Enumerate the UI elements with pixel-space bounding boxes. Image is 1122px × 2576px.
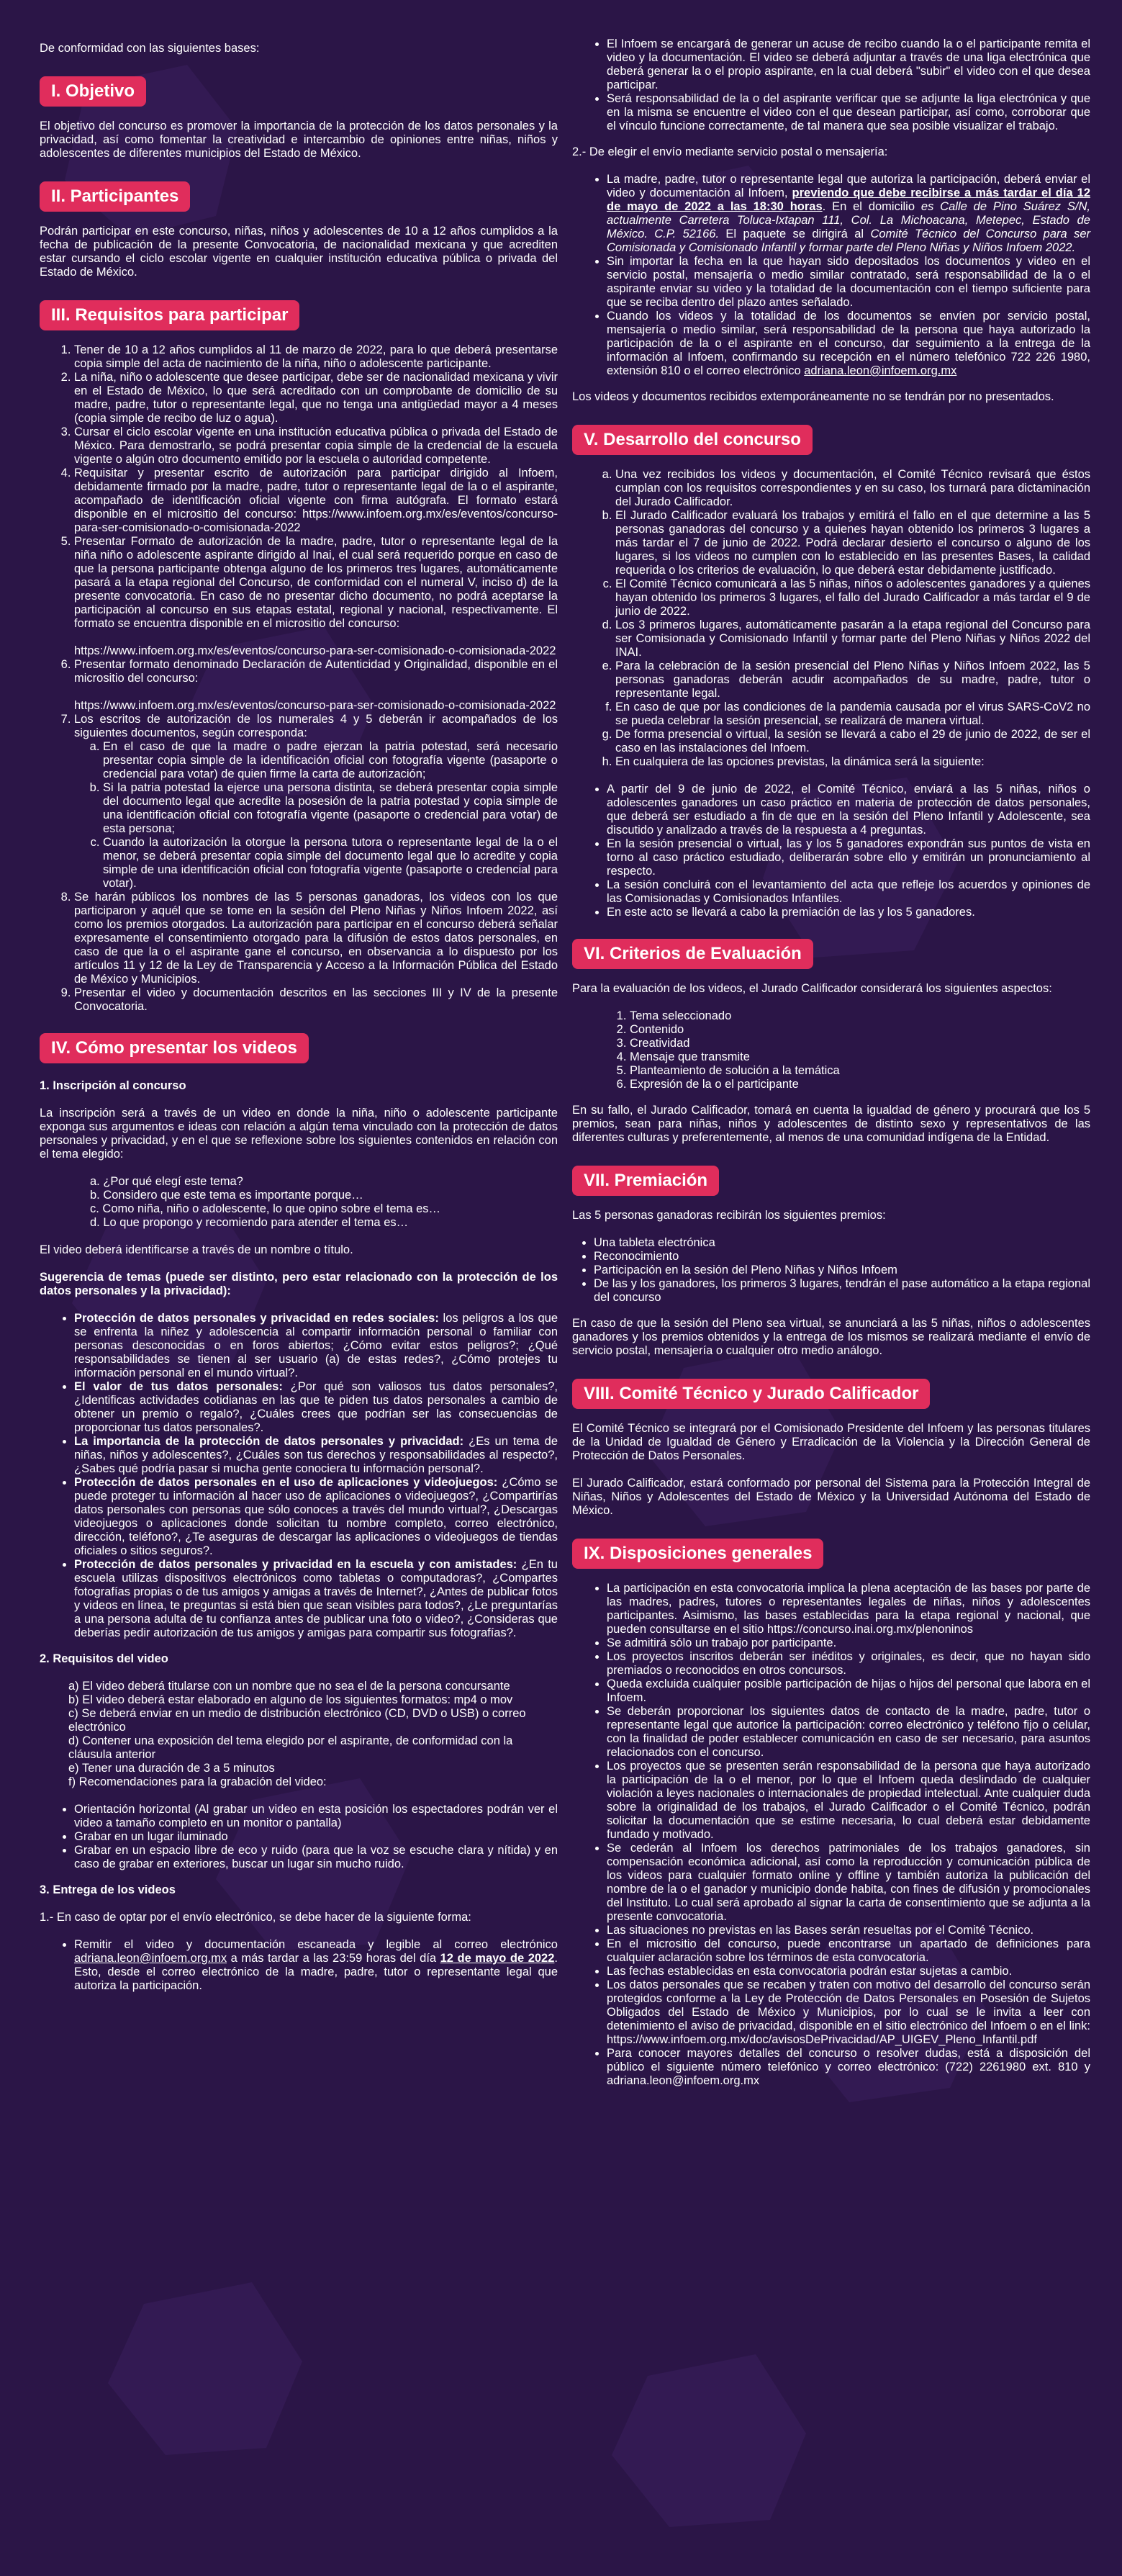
topic-text: ¿En tu escuela utilizas dispositivos electrónicos como tabletas o computadoras?, ¿Compartes fotografías propias o de tus amigos y amigas a través de Internet?, ¿Antes de publicar fotos y videos en línea, te preguntas si está bien que sean visibles para todos?, ¿Le preguntarías a una persona adulta de tu confianza antes de publicar una foto o video?, ¿Consideras que deberías pedir autorización de tus amigos y amigas para compartir sus fotografías?. (74, 1558, 558, 1639)
envio-electronico-list (40, 1938, 558, 1993)
criterio-item: 3. Creatividad (630, 1037, 1090, 1050)
postal-committee: Comité Técnico del Concurso para ser Comisionada y Comisionado Infantil y formar parte del Pleno Niñas y Niños Infoem 2022. (607, 228, 1090, 254)
premiacion-virtual-text: En caso de que la sesión del Pleno sea virtual, se anunciará a las 5 niñas, niños o adolescentes ganadores y los premios obtenidos y la entrega de los mismos se realizará mediante el envío de servicio postal, mensajería o cualquier otro medio análogo. (572, 1317, 1090, 1357)
dinamica-list (572, 783, 1090, 919)
premios-list (572, 1236, 1090, 1305)
disposicion-item: • Los datos personales que se recaben y traten con motivo del desarrollo del concurso serán protegidos conforme a la Ley de Protección de Datos Personales en Posesión de Sujetos Obligados del Estado de México y Municipios, por lo cual se le invita a leer con detenimiento el aviso de privacidad, disponible en el sitio electrónico del Infoem o en el link: https://www.infoem.org.mx/doc/avisosDePrivacidad/AP_UIGEV_Pleno_Infantil.pdf (607, 1978, 1090, 2047)
disposicion-item: • En el micrositio del concurso, puede encontrarse un apartado de definiciones para cualquier aclaración sobre los términos de esta convocatoria. (607, 1937, 1090, 1965)
section-disposiciones-title: IX. Disposiciones generales (572, 1539, 823, 1569)
disposicion-item: • La participación en esta convocatoria implica la plena aceptación de las bases por parte de las madres, padres, tutores o representantes legales de niñas, niños y adolescentes participantes. Asimismo, las bases establecidas para la etapa regional y nacional, que pueden consultarse en el sitio https://concurso.inai.org.mx/plenoninos (607, 1582, 1090, 1636)
dinamica-item: • En este acto se llevará a cabo la premiación de las y los 5 ganadores. (607, 906, 1090, 919)
recommendation-item: • Grabar en un lugar iluminado (74, 1830, 558, 1844)
topics-list (40, 1312, 558, 1640)
envio-electronico-text: 1.- En caso de optar por el envío electrónico, se debe hacer de la siguiente forma: (40, 1911, 471, 1924)
acuse-item: • Será responsabilidad de la o del aspirante verificar que se adjunte la liga electrónica y que en la misma se encuentre el video con el que desean participar, así como, corroborar que el vínculo funcione correctamente, de tal manera que sea posible visualizar el trabajo. (607, 92, 1090, 133)
video-req-item: e) Tener una duración de 3 a 5 minutos (68, 1762, 275, 1775)
requisito-item: 8. Se harán públicos los nombres de las 5 personas ganadoras, los videos con los que participaron y aquél que se tome en la sesión del Pleno Niñas y Niños Infoem 2022, así como los premios otorgados. La autorización para participar en el concurso deberá señalar expresamente el consentimiento otorgado para la difusión de estos datos personales, en caso de que la o el aspirante gane el concurso, en observancia a lo dispuesto por los artículos 11 y 12 de la Ley de Transparencia y Acceso a la Información Pública del Estado de México y Municipios. (74, 891, 558, 986)
criterio-item: 4. Mensaje que transmite (630, 1050, 1090, 1064)
desarrollo-item: d. Los 3 primeros lugares, automáticamente pasarán a la etapa regional del Concurso para ser Comisionada y Comisionado Infantil y formar parte del Pleno Niñas y Niños 2022 del INAI. (615, 618, 1090, 659)
criterios-text: Para la evaluación de los videos, el Jurado Calificador considerará los siguientes aspectos: (572, 982, 1052, 995)
desarrollo-item: g. De forma presencial o virtual, la sesión se llevará a cabo el 29 de junio de 2022, de ser el caso en las instalaciones del Infoem. (615, 728, 1090, 755)
topic-title: Protección de datos personales y privacidad en la escuela y con amistades: (74, 1558, 517, 1571)
topic-item (74, 1476, 558, 1558)
postal-text: . En el domicilio (822, 200, 921, 213)
criterio-item: 6. Expresión de la o el participante (630, 1078, 1090, 1091)
criterio-item: 5. Planteamiento de solución a la temática (630, 1064, 1090, 1078)
postal-text: Cuando los videos y la totalidad de los documentos se envíen por servicio postal, mensajería o medio similar, será responsabilidad de la persona que haya autorizado la participación de la o el aspirante en el concurso, dar seguimiento a la entrega de la información al Infoem, confirmando su recepción en el número telefónico 722 226 1980, extensión 810 o el correo electrónico (607, 310, 1090, 377)
video-req-item: a) El video deberá titularse con un nombre que no sea el de la persona concursante (68, 1680, 510, 1693)
email-link[interactable]: adriana.leon@infoem.org.mx (74, 1952, 227, 1965)
premiacion-text: Las 5 personas ganadoras recibirán los siguientes premios: (572, 1209, 886, 1222)
disposicion-item: • Las fechas establecidas en esta convocatoria podrán estar sujetas a cambio. (607, 1965, 1090, 1978)
intro-text: De conformidad con las siguientes bases: (40, 42, 260, 55)
requisito-7-subitem: b. Si la patria potestad la ejerce una persona distinta, se deberá presentar copia simple del documento legal que acredite la posesión de la patria potestad y copia simple de una identificación oficial con fotografía vigente (pasaporte o credencial para votar) de esta persona; (103, 781, 558, 836)
recommendation-item: • Orientación horizontal (Al grabar un video en esta posición los espectadores podrán ver el video a tamaño completo en un monitor o pantalla) (74, 1803, 558, 1830)
postal-address: es Calle de Pino Suárez S/N, actualmente Carretera Toluca-Ixtapan 111, Col. La Michoacana, Metepec, Estado de México. C.P. 52166. (607, 200, 1090, 240)
postal-deadline: previendo que debe recibirse a más tardar el día 12 de mayo de 2022 a las 18:30 horas (607, 186, 1090, 213)
requisito-7-subitem: c. Cuando la autorización la otorgue la persona tutora o representante legal de la o el menor, se deberá presentar copia simple del documento legal que lo acredite y copia simple de una identificación oficial con fotografía vigente (pasaporte o credencial para votar). (103, 836, 558, 891)
premio-item: • Una tableta electrónica (594, 1236, 1090, 1250)
section-desarrollo-title: V. Desarrollo del concurso (572, 425, 813, 455)
criterios-list (572, 1009, 1090, 1091)
comite-text: El Comité Técnico se integrará por el Comisionado Presidente del Infoem y las personas titulares de la Unidad de Igualdad de Género y Erradicación de la Violencia y la Dirección General de Protección de Datos Personales. (572, 1422, 1090, 1462)
recommendation-item: • Grabar en un espacio libre de eco y ruido (para que la voz se escuche clara y nítida) y en caso de grabar en exteriores, buscar un lugar sin mucho ruido. (74, 1844, 558, 1871)
requisitos-list (40, 343, 558, 1014)
left-column (40, 42, 558, 2005)
desarrollo-item: b. El Jurado Calificador evaluará los trabajos y emitirá el fallo en el que determine a las 5 personas ganadoras del concurso y a quienes hayan obtenido los primeros 3 lugares a más tardar el 7 de junio de 2022. Podrá declarar desierto el concurso o alguno de los lugares, si los videos no cumplen con lo establecido en las presentes Bases, la calidad requerida o los criterios de evaluación, lo que deberá estar debidamente justificado. (615, 509, 1090, 577)
email-link[interactable]: adriana.leon@infoem.org.mx (804, 364, 957, 377)
deadline-date: 12 de mayo de 2022 (440, 1952, 555, 1965)
requisito-item: 6. Presentar formato denominado Declaración de Autenticidad y Originalidad, disponible en el micrositio del concurso: https://www.infoem.org.mx/es/eventos/concurso-para-ser-comisionado-o-comisionada-2022 (74, 658, 558, 713)
question-item: b. Considero que este tema es importante porque… (90, 1189, 363, 1202)
video-req-item: d) Contener una exposición del tema elegido por el aspirante, de conformidad con la cláusula anterior (68, 1734, 513, 1761)
disposicion-item: • Las situaciones no previstas en las Bases serán resueltas por el Comité Técnico. (607, 1924, 1090, 1937)
acuse-list (572, 37, 1090, 133)
questions-list (40, 1175, 558, 1230)
disposicion-item: • Los proyectos que se presenten serán responsabilidad de la persona que haya autorizado la participación de la o el menor, por lo que el Infoem queda deslindado de cualquier violación a leyes nacionales o internacionales de propiedad intelectual. Ante cualquier duda sobre la originalidad de los trabajos, el Jurado Calificador o el Comité Técnico, podrán solicitar la documentación que se estime necesaria, lo cual deberá estar debidamente fundado y motivado. (607, 1760, 1090, 1842)
desarrollo-item: a. Una vez recibidos los videos y documentación, el Comité Técnico revisará que éstos cumplan con los requisitos correspondientes y en su caso, los turnará para dictaminación del Jurado Calificador. (615, 468, 1090, 509)
disposicion-item: • Queda excluida cualquier posible participación de hijas o hijos del personal que labora en el Infoem. (607, 1677, 1090, 1705)
requisito-7-subitem: a. En el caso de que la madre o padre ejerzan la patria potestad, será necesario presentar copia simple de la identificación oficial con fotografía vigente (pasaporte o credencial para votar) de quien firme la carta de autorización; (103, 740, 558, 781)
topic-title: El valor de tus datos personales: (74, 1380, 283, 1393)
premio-item: • De las y los ganadores, los primeros 3 lugares, tendrán el pase automático a la etapa regional del concurso (594, 1277, 1090, 1305)
video-req-item: c) Se deberá enviar en un medio de distribución electrónico (CD, DVD o USB) o correo electrónico (68, 1707, 526, 1734)
video-req-item: f) Recomendaciones para la grabación del video: (68, 1775, 327, 1788)
extemporaneos-text: Los videos y documentos recibidos extemporáneamente no se tendrán por no presentados. (572, 390, 1054, 403)
requisito-item: 4. Requisitar y presentar escrito de autorización para participar dirigido al Infoem, debidamente firmado por la madre, padre, tutor o representante legal de la o el aspirante, acompañado de identificación oficial vigente con firma autógrafa. El formato estará disponible en el micrositio del concurso: https://www.infoem.org.mx/es/eventos/concurso-para-ser-comisionado-o-comisionada-2022 (74, 467, 558, 535)
question-item: d. Lo que propongo y recomiendo para atender el tema es… (90, 1216, 409, 1229)
desarrollo-item: c. El Comité Técnico comunicará a las 5 niñas, niños o adolescentes ganadores y a quienes hayan obtenido los primeros 3 lugares, el fallo del Jurado Calificador a más tardar el 9 de junio de 2022. (615, 577, 1090, 618)
requisito-item (74, 713, 558, 891)
criterio-item: 2. Contenido (630, 1023, 1090, 1037)
topic-text: ¿Por qué son valiosos tus datos personales?, ¿Identificas actividades cotidianas en las que te piden tus datos personales a cambio de obtener un premio o regalo?, ¿Cuáles crees que podrían ser las consecuencias de proporcionar tus datos personales?. (74, 1380, 558, 1434)
topic-text: ¿Es un tema de niñas, niños y adolescentes?, ¿Cuáles son tus derechos y responsabilidades al respecto?, ¿Sabes qué podría pasar si mucha gente conociera tu información personal?. (74, 1435, 558, 1475)
envio-text: a más tardar a las 23:59 horas del día (227, 1952, 440, 1965)
topic-item (74, 1380, 558, 1435)
sugerencia-text: Sugerencia de temas (puede ser distinto, pero estar relacionado con la protección de los datos personales y la privacidad): (40, 1271, 558, 1297)
requisito-item: 2. La niña, niño o adolescente que desee participar, debe ser de nacionalidad mexicana y vivir en el Estado de México, lo que será acreditado con un comprobante de domicilio de su madre, padre, tutor o representante legal, que no tenga una antigüedad mayor a 4 meses (copia simple de recibo de luz o agua). (74, 371, 558, 425)
topic-item (74, 1312, 558, 1380)
envio-postal-item: • Sin importar la fecha en la que hayan sido depositados los documentos y video en el servicio postal, mensajería o medio similar contratado, será responsabilidad de la o el aspirante enviar su video y la totalidad de la documentación con el tiempo suficiente para que se reciba dentro del plazo antes señalado. (607, 255, 1090, 310)
acuse-item: • El Infoem se encargará de generar un acuse de recibo cuando la o el participante remita el video y la documentación. El video se deberá adjuntar a través de una liga electrónica que deberá generar la o el propio aspirante, en la cual deberá "subir" el video con el que desea participar. (607, 37, 1090, 92)
premio-item: • Reconocimiento (594, 1250, 1090, 1264)
participantes-text: Podrán participar en este concurso, niñas, niños y adolescentes de 10 a 12 años cumplidos a la fecha de publicación de la presente Convocatoria, de nacionalidad mexicana y que acrediten estar cursando el ciclo escolar vigente en cualquier institución educativa pública o privada del Estado de México. (40, 225, 558, 279)
premio-item: • Participación en la sesión del Pleno Niñas y Niños Infoem (594, 1264, 1090, 1277)
section-videos-title: IV. Cómo presentar los videos (40, 1033, 309, 1063)
requisitos-video-heading: 2. Requisitos del video (40, 1652, 168, 1665)
entrega-heading: 3. Entrega de los videos (40, 1883, 176, 1896)
disposicion-item: • Los proyectos inscritos deberán ser inéditos y originales, es decir, que no hayan sido premiados o reconocidos en otros concursos. (607, 1650, 1090, 1677)
envio-postal-item (607, 310, 1090, 378)
envio-postal-list (572, 173, 1090, 378)
disposicion-item: • Para conocer mayores detalles del concurso o resolver dudas, está a disposición del público el siguiente número telefónico y correo electrónico: (722) 2261980 ext. 810 y adriana.leon@infoem.org.mx (607, 2047, 1090, 2088)
requisito-7-sublist (74, 740, 558, 891)
postal-text: El paquete se dirigirá al (719, 228, 871, 240)
topic-title: La importancia de la protección de datos personales y privacidad: (74, 1435, 464, 1448)
topic-item (74, 1558, 558, 1640)
topic-item (74, 1435, 558, 1476)
topic-title: Protección de datos personales y privacidad en redes sociales: (74, 1312, 439, 1325)
jurado-text: El Jurado Calificador, estará conformado por personal del Sistema para la Protección Integral de Niñas, Niños y Adolescentes del Estado de México y la Universidad Autónoma del Estado de México. (572, 1477, 1090, 1517)
desarrollo-item: e. Para la celebración de la sesión presencial del Pleno Niñas y Niños Infoem 2022, las 5 personas ganadoras deberán acudir acompañados de su madre, padre, tutor o representante legal. (615, 659, 1090, 701)
section-requisitos-title: III. Requisitos para participar (40, 300, 299, 330)
criterio-item: 1. Tema seleccionado (630, 1009, 1090, 1023)
section-criterios-title: VI. Criterios de Evaluación (572, 939, 813, 969)
desarrollo-item: f. En caso de que por las condiciones de la pandemia causada por el virus SARS-CoV2 no se pueda celebrar la sesión presencial, se realizará de manera virtual. (615, 701, 1090, 728)
desarrollo-list (572, 468, 1090, 769)
envio-postal-text: 2.- De elegir el envío mediante servicio postal o mensajería: (572, 145, 888, 158)
requisito-item: 1. Tener de 10 a 12 años cumplidos al 11 de marzo de 2022, para lo que deberá presentarse copia simple del acta de nacimiento de la niña, niño o adolescente participante. (74, 343, 558, 371)
video-req-item: b) El video deberá estar elaborado en alguno de los siguientes formatos: mp4 o mov (68, 1693, 513, 1706)
postal-text: La madre, padre, tutor o representante legal que autoriza la participación, deberá enviar el video y documentación al Infoem, (607, 173, 1090, 199)
requisito-item: 3. Cursar el ciclo escolar vigente en una institución educativa pública o privada del Estado de México. Para demostrarlo, se podrá presentar copia simple de la credencial de la escuela vigente o algún otro documento emitido por la escuela o autoridad competente. (74, 425, 558, 467)
requisito-item: 5. Presentar Formato de autorización de la madre, padre, tutor o representante legal de la niña niño o adolescente aspirante dirigido al Inai, el cual será requerido porque en caso de que la persona participante obtenga alguno de los primeros tres lugares, automáticamente pasará a la etapa regional del Concurso, de conformidad con el numeral V, inciso d) de la presente convocatoria. En caso de no presentar dicho documento, no podrá aceptarse la participación al concurso en sus etapas estatal, regional y nacional, respectivamente. El formato se encuentra disponible en el micrositio del concurso: https://www.infoem.org.mx/es/eventos/concurso-para-ser-comisionado-o-comisionada-2022 (74, 535, 558, 658)
dinamica-item: • La sesión concluirá con el levantamiento del acta que refleje los acuerdos y opiniones de las Comisionadas y Comisionados Infantiles. (607, 878, 1090, 906)
envio-electronico-item (74, 1938, 558, 1993)
section-comite-title: VIII. Comité Técnico y Jurado Calificador (572, 1379, 930, 1409)
disposicion-item: • Se cederán al Infoem los derechos patrimoniales de los trabajos ganadores, sin compensación económica adicional, así como la reproducción y comunicación pública de los videos para cualquier formato online y offline y también autoriza la publicación del nombre de la o el ganador y municipio donde habita, con fines de difusión y promocionales del Instituto. Lo cual será aprobado al signar la carta de consentimiento que se adjunta a la presente convocatoria. (607, 1842, 1090, 1924)
requisito-item: 9. Presentar el video y documentación descritos en las secciones III y IV de la presente Convocatoria. (74, 986, 558, 1014)
inscripcion-text: La inscripción será a través de un video en donde la niña, niño o adolescente participante exponga sus argumentos e ideas con relación a algún tema vinculado con la protección de datos personales y privacidad, y en el que se reflexione sobre los siguientes contenidos en relación con el tema elegido: (40, 1107, 558, 1161)
objetivo-text: El objetivo del concurso es promover la importancia de la protección de los datos personales y la privacidad, así como fomentar la creatividad e intercambio de opiniones entre niñas, niños y adolescentes de diferentes municipios del Estado de México. (40, 120, 558, 160)
disposiciones-list (572, 1582, 1090, 2088)
inscripcion-heading: 1. Inscripción al concurso (40, 1079, 186, 1092)
right-column (572, 37, 1090, 2100)
disposicion-item: • Se admitirá sólo un trabajo por participante. (607, 1636, 1090, 1650)
envio-text: Remitir el video y documentación escaneada y legible al correo electrónico (74, 1938, 558, 1951)
topic-text: los peligros a los que se enfrenta la niñez y adolescencia al compartir información personal o familiar con personas desconocidas o en foros abiertos; ¿Cómo evitar estos peligros?; ¿Qué responsabilidades se tienen al ser usuario (a) de estas redes?, ¿Cómo protejes tu información personal en el mundo virtual?. (74, 1312, 558, 1379)
envio-postal-item (607, 173, 1090, 255)
dinamica-item: • En la sesión presencial o virtual, las y los 5 ganadores expondrán sus puntos de vista en torno al caso práctico estudiado, deliberarán sobre ello y emitirán un pronunciamiento al respecto. (607, 837, 1090, 878)
dinamica-item: • A partir del 9 de junio de 2022, el Comité Técnico, enviará a las 5 niñas, niños o adolescentes ganadores un caso práctico en materia de protección de datos personales, que deberá ser estudiado a fin de que en la sesión del Pleno Infantil y Adolescente, sea discutido y analizado a través de la respuesta a 4 preguntas. (607, 783, 1090, 837)
fallo-text: En su fallo, el Jurado Calificador, tomará en cuenta la igualdad de género y procurará que los 5 premios, sean para niñas, niños y adolescentes de distinto sexo y representativos de las diferentes culturas y preferentemente, al menos de una comunidad indígena de la Entidad. (572, 1104, 1090, 1144)
recommendations-list (40, 1803, 558, 1871)
desarrollo-item: h. En cualquiera de las opciones previstas, la dinámica será la siguiente: (615, 755, 1090, 769)
section-premiacion-title: VII. Premiación (572, 1166, 719, 1196)
video-title-text: El video deberá identificarse a través de un nombre o título. (40, 1243, 353, 1256)
disposicion-item: • Se deberán proporcionar los siguientes datos de contacto de la madre, padre, tutor o representante legal que autorice la participación: correo electrónico y teléfono fijo o celular, con la finalidad de poder establecer comunicación en caso de ser necesario, para asuntos relacionados con el concurso. (607, 1705, 1090, 1760)
video-requirements (40, 1680, 558, 1789)
section-participantes-title: II. Participantes (40, 181, 190, 212)
topic-title: Protección de datos personales en el uso de aplicaciones y videojuegos: (74, 1476, 498, 1489)
question-item: a. ¿Por qué elegí este tema? (90, 1175, 243, 1188)
envio-text: . Esto, desde el correo electrónico de la madre, padre, tutor o representante legal que autoriza la participación. (74, 1952, 558, 1992)
section-objetivo-title: I. Objetivo (40, 76, 146, 107)
topic-text: ¿Cómo se puede proteger tu información al hacer uso de aplicaciones o videojuegos?, ¿Compartirías datos personales con personas que sólo conoces a través del mundo virtual?, ¿Descargas videojuegos o aplicaciones donde solicitan tu nombre completo, correo electrónico, dirección, teléfono?, ¿Te aseguras de descargar las aplicaciones o videojuegos de tiendas oficiales o sitios seguros?. (74, 1476, 558, 1557)
requisito-7-text: Los escritos de autorización de los numerales 4 y 5 deberán ir acompañados de los siguientes documentos, según corresponda: (74, 713, 558, 739)
question-item: c. Como niña, niño o adolescente, lo que opino sobre el tema es… (90, 1202, 441, 1215)
